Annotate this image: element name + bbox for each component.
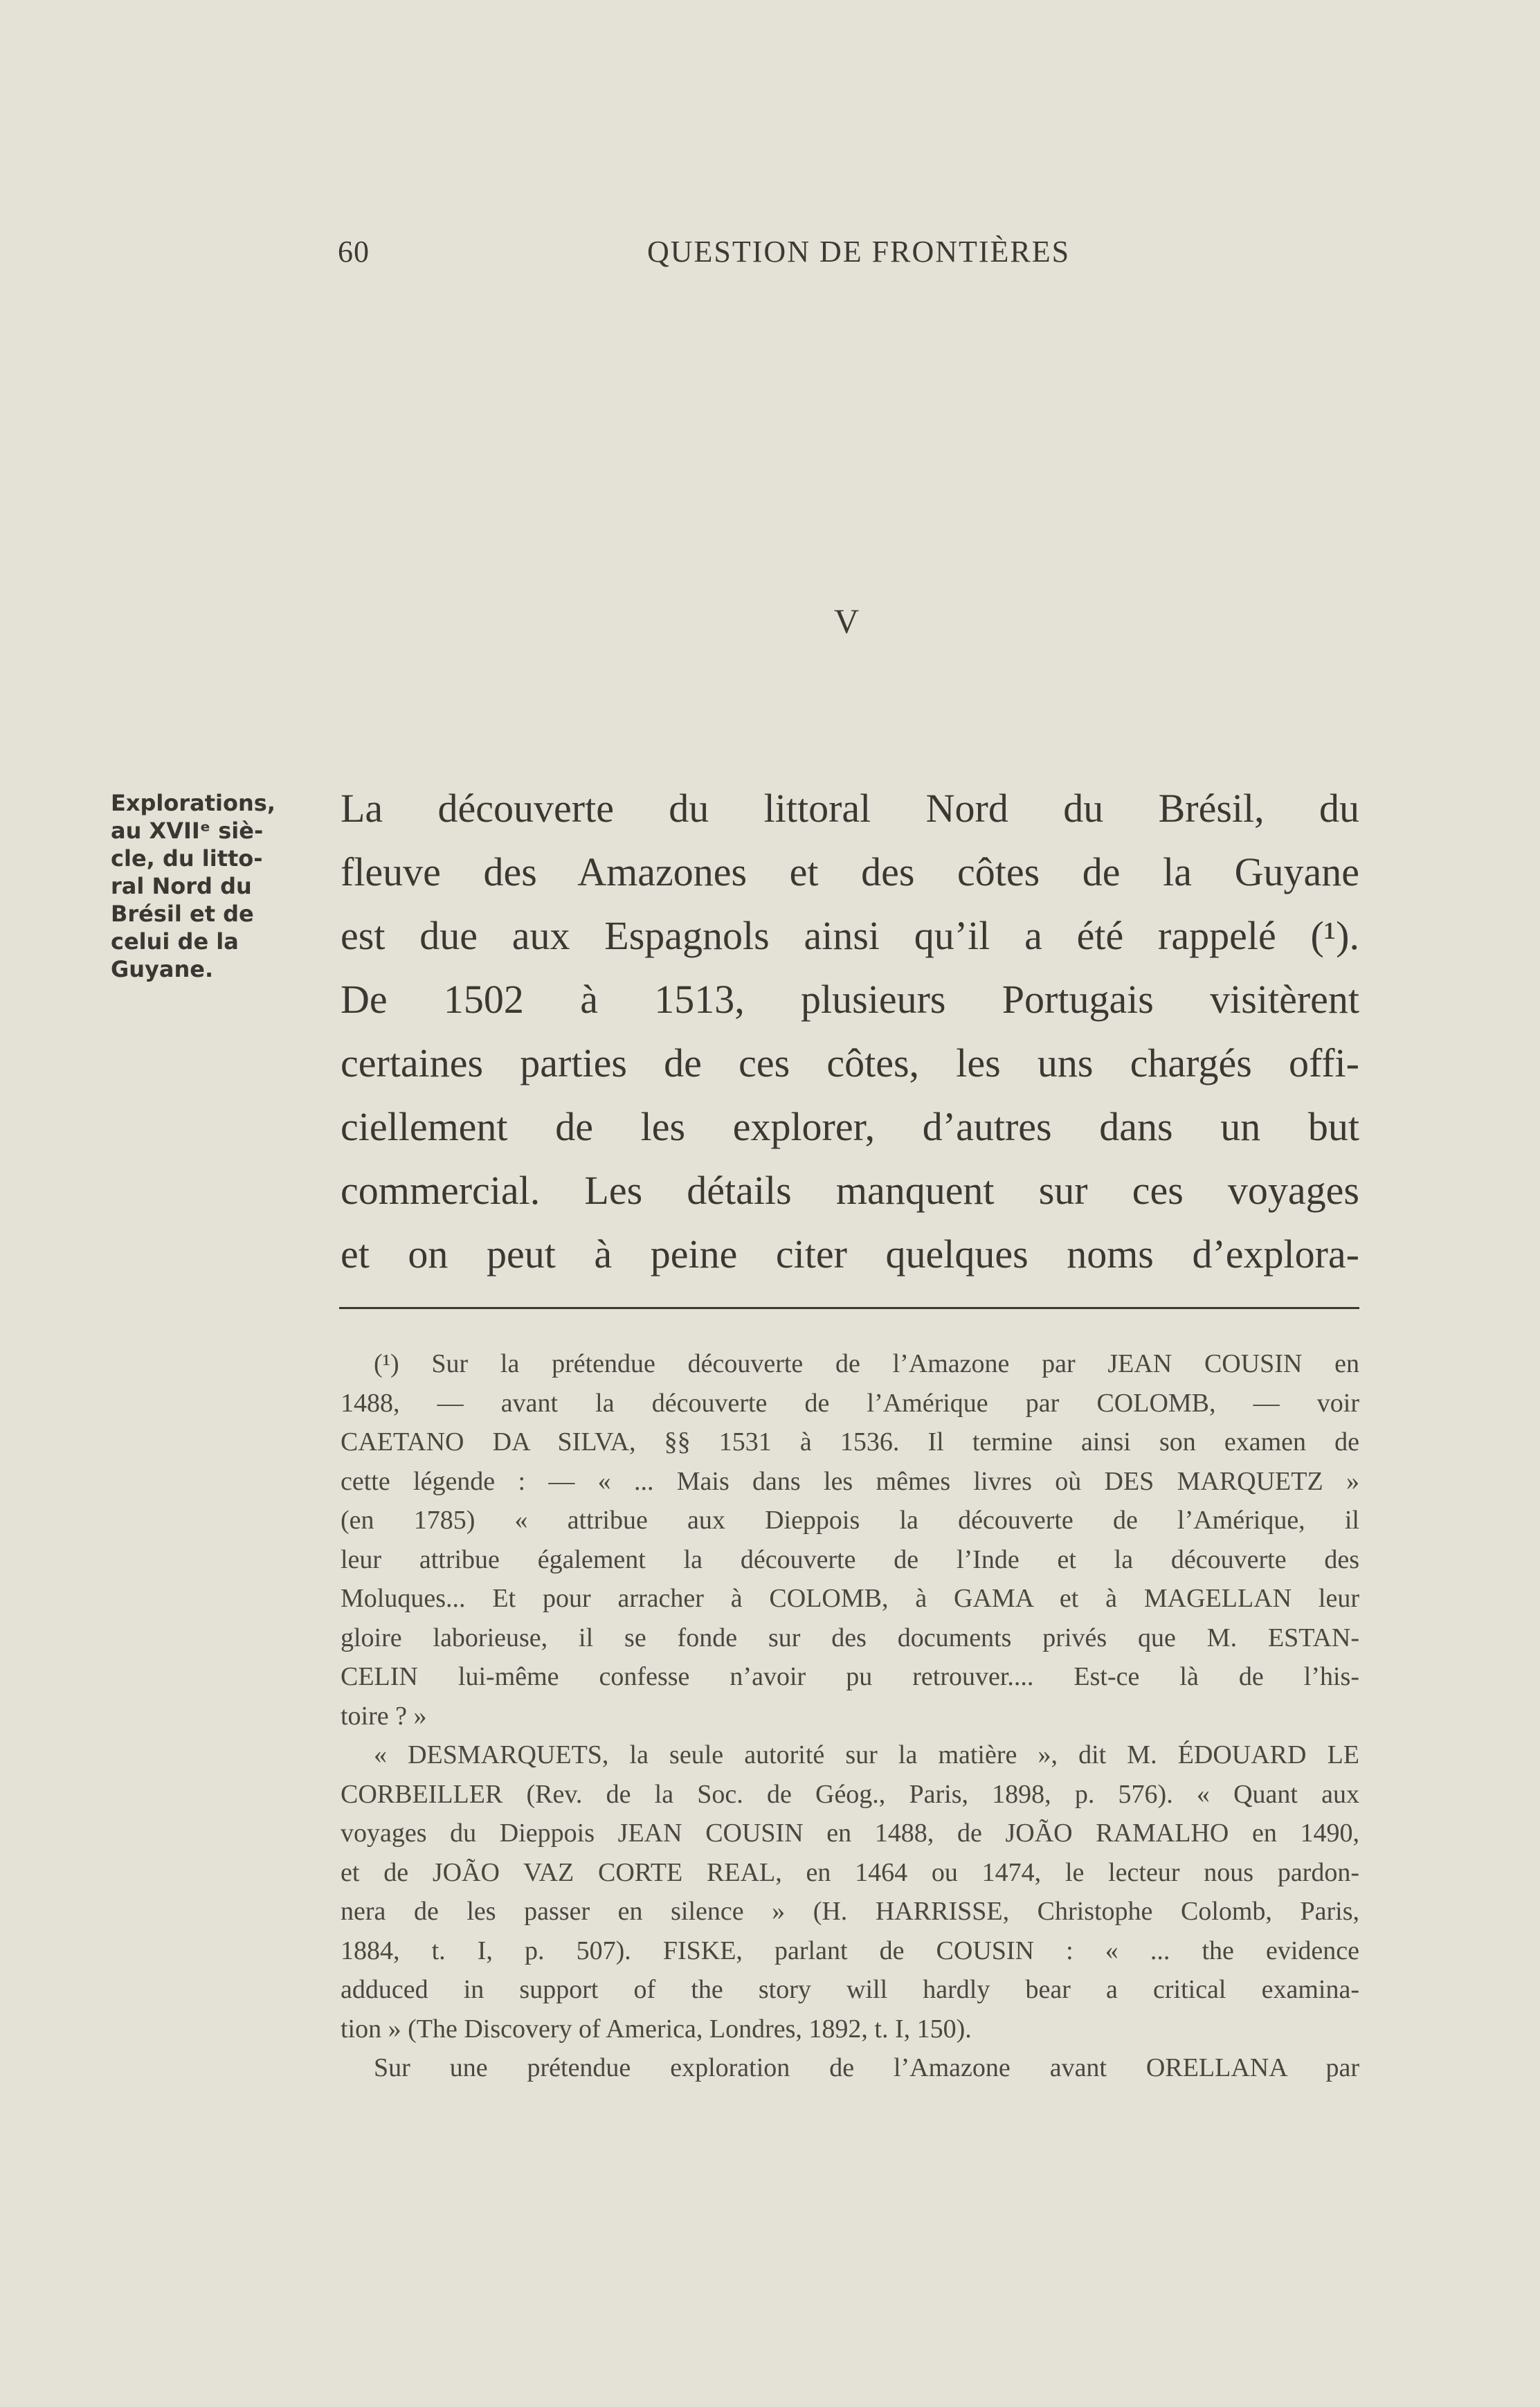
margin-note-line: ral Nord du bbox=[111, 873, 252, 899]
footnote-line: 1884, t. I, p. 507). FISKE, parlant de COUSIN : « ... the evidence bbox=[341, 1936, 1359, 1965]
margin-note-line: Guyane. bbox=[111, 956, 214, 982]
margin-note-line: au XVIIᵉ siè- bbox=[111, 818, 264, 844]
section-number: V bbox=[834, 602, 860, 640]
margin-note bbox=[111, 789, 318, 983]
footnote-line: Moluques... Et pour arracher à COLOMB, à GAMA et à MAGELLAN leur bbox=[341, 1584, 1359, 1613]
body-line: fleuve des Amazones et des côtes de la Guyane bbox=[341, 849, 1359, 894]
footnote-line: leur attribue également la découverte de l’Inde et la découverte des bbox=[341, 1544, 1359, 1574]
footnote-line: gloire laborieuse, il se fonde sur des documents privés que M. ESTAN- bbox=[341, 1623, 1359, 1652]
footnote-line: nera de les passer en silence » (H. HARRISSE, Christophe Colomb, Paris, bbox=[341, 1897, 1359, 1926]
footnote-line: « DESMARQUETS, la seule autorité sur la matière », dit M. ÉDOUARD LE bbox=[374, 1740, 1359, 1769]
page-number: 60 bbox=[338, 235, 370, 269]
footnote-line: 1488, — avant la découverte de l’Amérique par COLOMB, — voir bbox=[341, 1388, 1359, 1418]
body-line: est due aux Espagnols ainsi qu’il a été rappelé (¹). bbox=[341, 913, 1359, 958]
footnote-line: (¹) Sur la prétendue découverte de l’Amazone par JEAN COUSIN en bbox=[374, 1349, 1359, 1378]
body-paragraph bbox=[341, 777, 1359, 1286]
body-line: ciellement de les explorer, d’autres dans un but bbox=[341, 1104, 1359, 1149]
footnote-line: et de JOÃO VAZ CORTE REAL, en 1464 ou 1474, le lecteur nous pardon- bbox=[341, 1857, 1359, 1887]
body-line: La découverte du littoral Nord du Brésil, du bbox=[341, 786, 1359, 831]
margin-note-line: cle, du litto- bbox=[111, 845, 263, 872]
margin-note-line: Explorations, bbox=[111, 790, 275, 816]
body-line: certaines parties de ces côtes, les uns chargés offi- bbox=[341, 1040, 1359, 1085]
footnote-line: voyages du Dieppois JEAN COUSIN en 1488, de JOÃO RAMALHO en 1490, bbox=[341, 1819, 1359, 1848]
footnote-line: Sur une prétendue exploration de l’Amazone avant ORELLANA par bbox=[374, 2053, 1359, 2082]
footnote-line: (en 1785) « attribue aux Dieppois la découverte de l’Amérique, il bbox=[341, 1506, 1359, 1535]
footnote-line: adduced in support of the story will hardly bear a critical examina- bbox=[341, 1975, 1359, 2004]
margin-note-line: Brésil et de bbox=[111, 901, 254, 927]
running-title: QUESTION DE FRONTIÈRES bbox=[647, 235, 1071, 269]
footnote-line: tion » (The Discovery of America, Londres, 1892, t. I, 150). bbox=[341, 2014, 972, 2044]
footnotes bbox=[341, 1344, 1359, 2088]
footnote-line: cette légende : — « ... Mais dans les mêmes livres où DES MARQUETZ » bbox=[341, 1466, 1359, 1496]
margin-note-line: celui de la bbox=[111, 928, 239, 955]
footnote-line: CELIN lui-même confesse n’avoir pu retrouver.... Est-ce là de l’his- bbox=[341, 1662, 1359, 1691]
body-line: De 1502 à 1513, plusieurs Portugais visitèrent bbox=[341, 977, 1359, 1022]
footnote-line: CORBEILLER (Rev. de la Soc. de Géog., Paris, 1898, p. 576). « Quant aux bbox=[341, 1779, 1359, 1809]
body-line: et on peut à peine citer quelques noms d’explora- bbox=[341, 1232, 1359, 1277]
footnote-divider bbox=[339, 1307, 1359, 1309]
footnote-line: CAETANO DA SILVA, §§ 1531 à 1536. Il termine ainsi son examen de bbox=[341, 1427, 1359, 1457]
body-line: commercial. Les détails manquent sur ces voyages bbox=[341, 1168, 1359, 1213]
footnote-line: toire ? » bbox=[341, 1701, 427, 1731]
